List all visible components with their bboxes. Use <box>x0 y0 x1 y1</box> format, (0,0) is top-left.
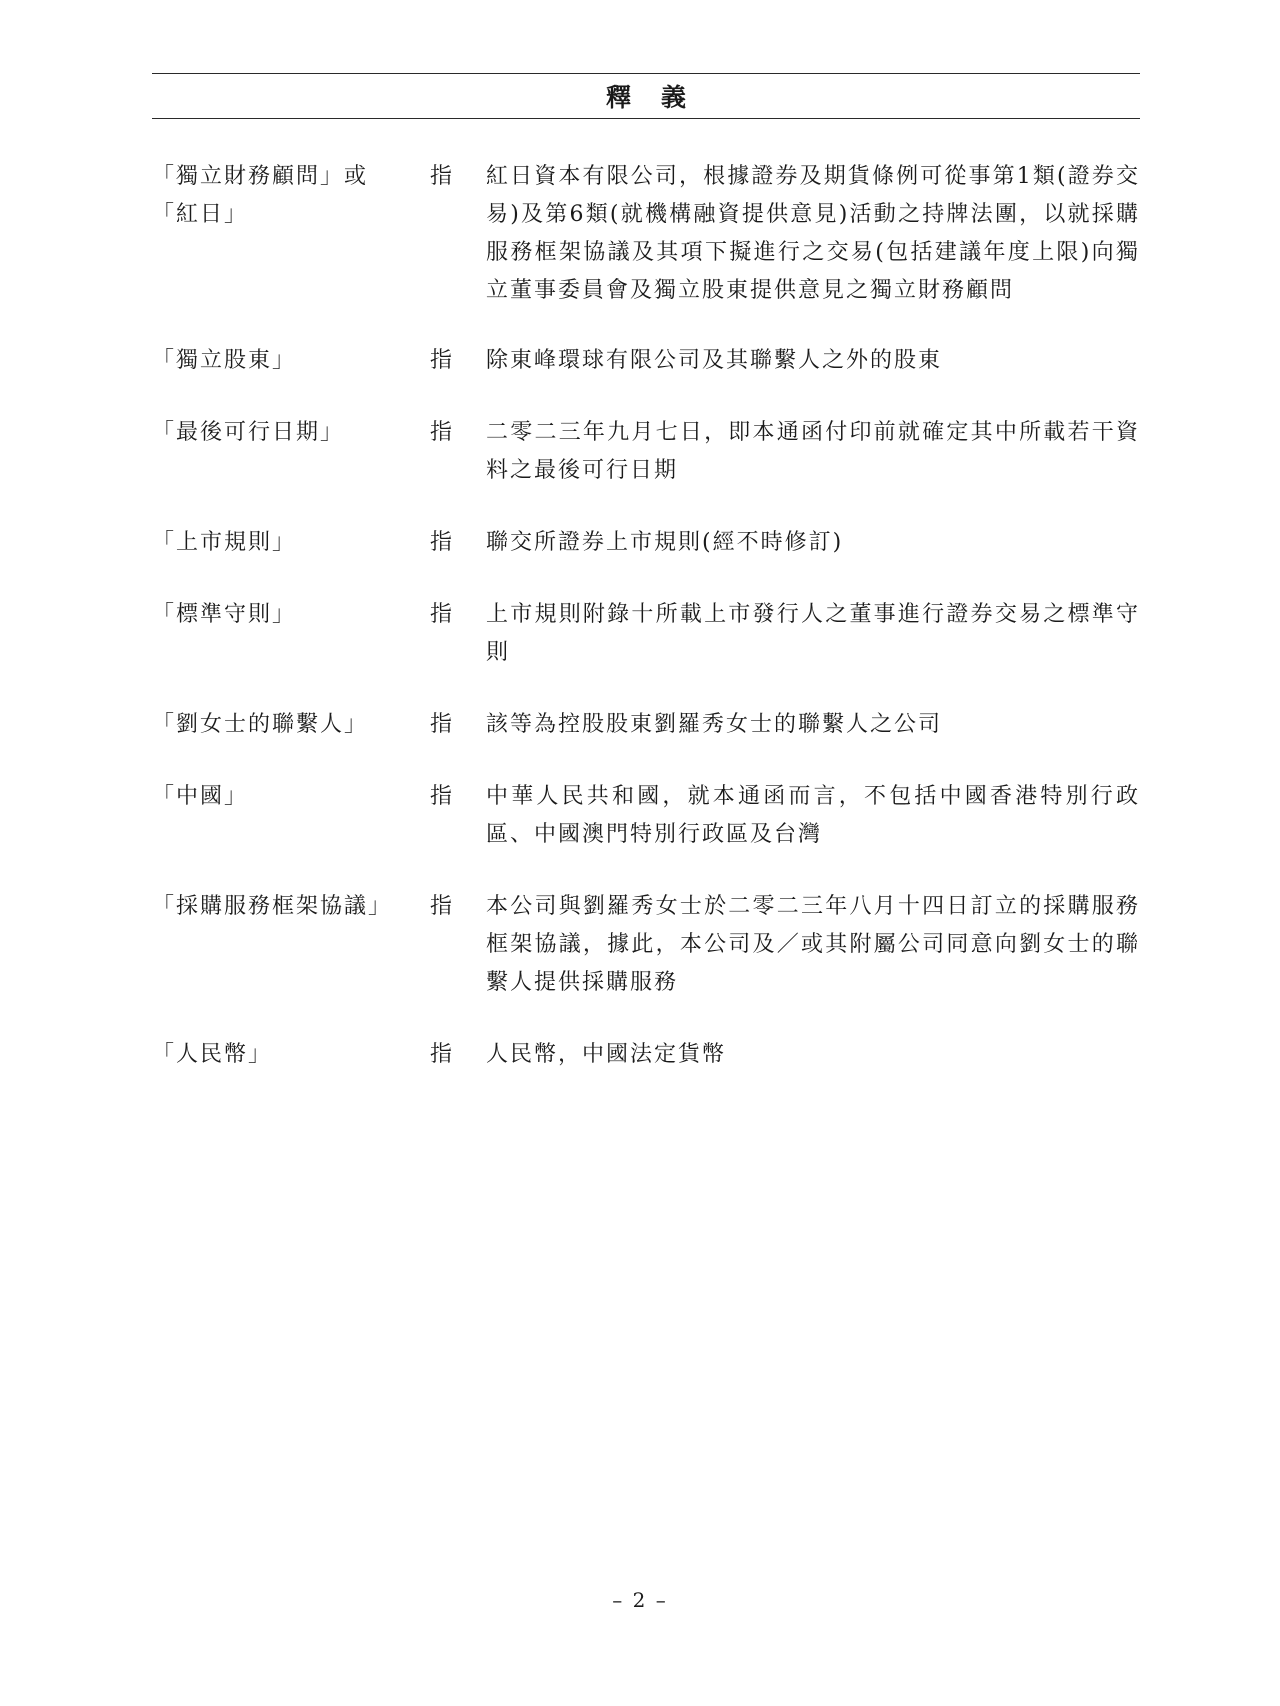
definition-means: 指 <box>430 420 455 445</box>
definition-text: 中華人民共和國，就本通函而言，不包括中國香港特別行政區、中國澳門特別行政區及台灣 <box>486 784 1140 847</box>
definition-means: 指 <box>430 1042 455 1067</box>
definition-row <box>152 596 1140 672</box>
definitions-list <box>152 158 1140 1074</box>
definition-means: 指 <box>430 602 455 627</box>
definition-row <box>152 888 1140 1002</box>
definition-row <box>152 524 1140 562</box>
definition-text: 該等為控股股東劉羅秀女士的聯繫人之公司 <box>486 712 943 737</box>
definition-row <box>152 778 1140 854</box>
definition-means: 指 <box>430 348 455 373</box>
definition-text: 上市規則附錄十所載上市發行人之董事進行證券交易之標準守則 <box>486 602 1140 665</box>
definition-row <box>152 158 1140 310</box>
definition-term: 「最後可行日期」 <box>152 420 345 445</box>
definition-means: 指 <box>430 530 455 555</box>
definition-text: 本公司與劉羅秀女士於二零二三年八月十四日訂立的採購服務框架協議，據此，本公司及／或其附屬公司同意向劉女士的聯繫人提供採購服務 <box>486 894 1140 995</box>
definition-term: 「上市規則」 <box>152 530 297 555</box>
definition-term: 「獨立股東」 <box>152 348 297 373</box>
definition-row <box>152 1036 1140 1074</box>
definition-term: 「獨立財務顧問」或 「紅日」 <box>152 164 369 227</box>
page-title: 釋義 <box>605 83 716 112</box>
definition-means: 指 <box>430 164 455 189</box>
page-number: – 2 – <box>612 1588 668 1612</box>
definition-text: 聯交所證券上市規則(經不時修訂) <box>486 530 844 555</box>
definition-row <box>152 342 1140 380</box>
definition-term: 「標準守則」 <box>152 602 297 627</box>
definition-term: 「人民幣」 <box>152 1042 273 1067</box>
definition-term: 「劉女士的聯繫人」 <box>152 712 369 737</box>
definition-term: 「採購服務框架協議」 <box>152 894 393 919</box>
definition-text: 除東峰環球有限公司及其聯繫人之外的股東 <box>486 348 943 373</box>
page-header <box>152 73 1140 119</box>
definition-means: 指 <box>430 712 455 737</box>
definition-term: 「中國」 <box>152 784 249 809</box>
definition-means: 指 <box>430 894 455 919</box>
definition-text: 紅日資本有限公司，根據證券及期貨條例可從事第1類(證券交易)及第6類(就機構融資提供意見)活動之持牌法團，以就採購服務框架協議及其項下擬進行之交易(包括建議年度上限)向獨立董事委員會及獨立股東提供意見之獨立財務顧問 <box>486 164 1140 303</box>
definition-row <box>152 706 1140 744</box>
definition-row <box>152 414 1140 490</box>
definition-means: 指 <box>430 784 455 809</box>
definition-text: 二零二三年九月七日，即本通函付印前就確定其中所載若干資料之最後可行日期 <box>486 420 1140 483</box>
definition-text: 人民幣，中國法定貨幣 <box>486 1042 727 1067</box>
